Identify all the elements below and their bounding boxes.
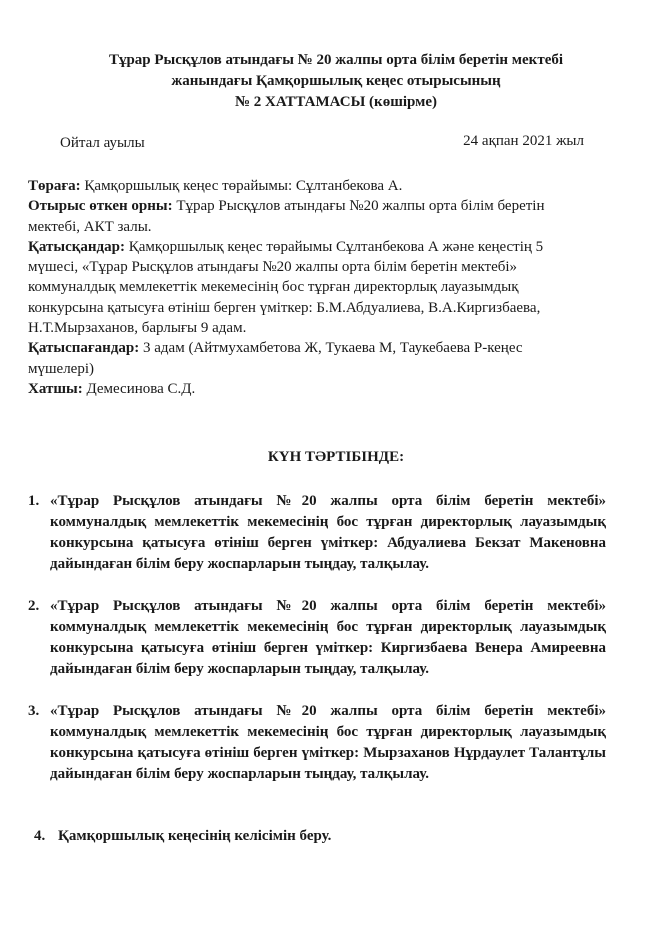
- agenda-item-number: 1.: [28, 493, 40, 509]
- absent-row: [28, 338, 588, 379]
- agenda-item: [28, 701, 606, 785]
- chair-value: Қамқоршылық кеңес төрайымы: Сұлтанбекова А.: [80, 178, 403, 194]
- agenda-item-number: 2.: [28, 598, 40, 614]
- secretary-label: Хатшы:: [28, 380, 83, 397]
- agenda-item-number: 4.: [34, 828, 46, 844]
- agenda-title: КҮН ТӘРТІБІНДЕ:: [267, 449, 405, 465]
- secretary-row: [28, 379, 588, 399]
- agenda-item-text: «Тұрар Рысқұлов атындағы №20 жалпы орта білім беретін мектебі» коммуналдық мемлекеттік мекемесінің бос тұрған директорлық лауазымдық конкурсына қатысуға өтініш берген үміткер: Мырзаханов Нұрдаулет Талантұлы дайындаған білім беру жоспарларын тыңдау, талқылау.: [50, 703, 606, 782]
- venue-row: [28, 196, 588, 237]
- agenda-item: [28, 596, 606, 680]
- secretary-value: Демесинова С.Д.: [82, 380, 196, 397]
- chair-label: Төраға:: [28, 178, 81, 194]
- absent-label: Қатыспағандар:: [28, 340, 140, 357]
- present-value: Қамқоршылық кеңес төрайымы Сұлтанбекова А және кеңестің 5 мүшесі, «Тұрар Рысқұлов атындағы №20 жалпы орта білім беретін мектебі» коммуналдық мемлекеттік мекемесінің бос тұрған директорлық лауазымдық конкурсына қатысуға өтініш берген үміткер: Б.М.Абдуалиева, В.А.Киргизбаева, Н.Т.Мырзаханов, барлығы 9 адам.: [28, 238, 544, 337]
- agenda-item-text: Қамқоршылық кеңесінің келісімін беру.: [58, 828, 332, 844]
- title-line-3: № 2 ХАТТАМАСЫ (көшірме): [234, 94, 438, 110]
- meeting-place: Ойтал ауылы: [60, 135, 145, 151]
- meeting-details: [28, 176, 588, 399]
- absent-value: 3 адам (Айтмухамбетова Ж, Тукаева М, Таукебаева Р-кеңес мүшелері): [28, 340, 523, 377]
- agenda-item: [28, 826, 606, 847]
- present-row: [28, 237, 588, 338]
- venue-value: Тұрар Рысқұлов атындағы №20 жалпы орта білім беретін мектебі, АКТ залы.: [28, 198, 545, 235]
- agenda-item-number: 3.: [28, 703, 40, 719]
- title-line-1: Тұрар Рысқұлов атындағы № 20 жалпы орта білім беретін мектебі: [108, 52, 564, 68]
- venue-label: Отырыс өткен орны:: [28, 198, 173, 215]
- document-title: [40, 50, 632, 113]
- agenda-item: [28, 491, 606, 575]
- agenda-item-text: «Тұрар Рысқұлов атындағы №20 жалпы орта білім беретін мектебі» коммуналдық мемлекеттік мекемесінің бос тұрған директорлық лауазымдық конкурсына қатысуға өтініш берген үміткер: Киргизбаева Венера Амиреевна дайындаған білім беру жоспарларын тыңдау, талқылау.: [50, 598, 606, 677]
- meeting-date: 24 ақпан 2021 жыл: [463, 133, 584, 149]
- chair-row: [28, 176, 588, 196]
- present-label: Қатысқандар:: [28, 238, 125, 255]
- title-line-2: жанындағы Қамқоршылық кеңес отырысының: [171, 73, 501, 89]
- agenda-item-text: «Тұрар Рысқұлов атындағы №20 жалпы орта білім беретін мектебі» коммуналдық мемлекеттік мекемесінің бос тұрған директорлық лауазымдық конкурсына қатысуға өтініш берген үміткер: Абдуалиева Бекзат Макеновна дайындаған білім беру жоспарларын тыңдау, талқылау.: [50, 493, 606, 572]
